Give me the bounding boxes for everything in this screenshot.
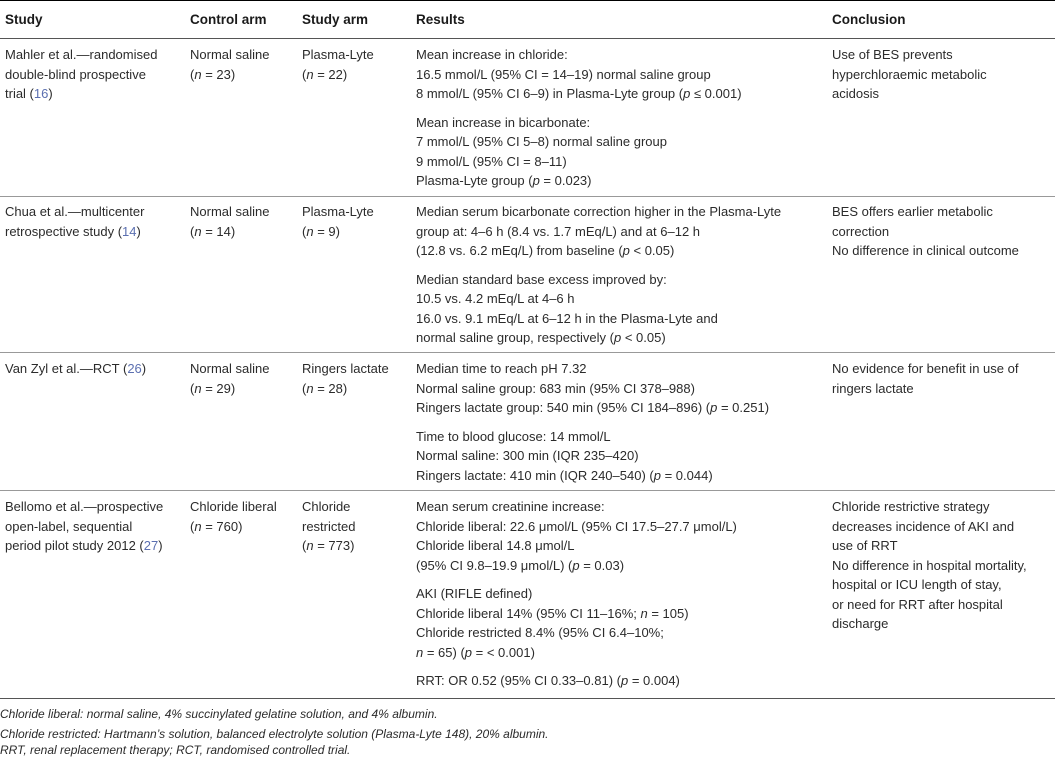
result-line: Mean increase in chloride: xyxy=(416,47,568,62)
control-arm-cell xyxy=(190,45,269,84)
study-line: retrospective study ( xyxy=(5,223,123,239)
study-arm-cell xyxy=(302,359,389,398)
control-n: 14 xyxy=(216,223,231,239)
footnote: RRT, renal replacement therapy; RCT, randomised controlled trial. xyxy=(0,743,351,757)
arm-label: Plasma-Lyte xyxy=(302,47,374,62)
control-label: Chloride liberal xyxy=(190,499,277,514)
n-symbol: n xyxy=(194,223,202,239)
conclusion-line: No evidence for benefit in use of xyxy=(832,361,1019,376)
equals: = xyxy=(201,380,217,396)
arm-n: 9 xyxy=(328,223,336,239)
conclusion-cell xyxy=(832,497,1027,634)
n-symbol: n xyxy=(416,644,424,660)
p-value: < 0.05) xyxy=(629,243,675,258)
row-divider xyxy=(0,490,1055,491)
result-line: Median time to reach pH 7.32 xyxy=(416,361,587,376)
results-cell xyxy=(416,45,742,191)
arm-n: 773 xyxy=(328,538,351,553)
result-line: Chloride liberal 14.8 μmol/L xyxy=(416,538,575,553)
result-line: 8 mmol/L (95% CI 6–9) in Plasma-Lyte group ( xyxy=(416,86,684,101)
study-line: Van Zyl et al.—RCT ( xyxy=(5,361,128,376)
p-value: = 0.044) xyxy=(660,467,713,483)
paren: ( xyxy=(190,518,195,534)
equals: = xyxy=(313,66,329,82)
paren: ) xyxy=(141,361,147,376)
paren: ( xyxy=(190,66,195,82)
result-line: Ringers lactate: 410 min (IQR 240–540) ( xyxy=(416,467,654,483)
study-arm-cell xyxy=(302,202,374,241)
conclusion-cell xyxy=(832,359,1018,398)
control-n: 29 xyxy=(216,380,231,396)
n-symbol: n xyxy=(194,380,202,396)
header-rule xyxy=(0,38,1055,39)
table-row xyxy=(5,202,144,241)
top-rule xyxy=(0,0,1055,1)
conclusion-line: use of RRT xyxy=(832,538,898,553)
study-line: double-blind prospective xyxy=(5,66,146,82)
p-value: = 0.251) xyxy=(717,400,770,415)
control-arm-cell xyxy=(190,359,269,398)
p-value: = 0.004) xyxy=(628,673,680,688)
result-line: Chloride restricted 8.4% (95% CI 6.4–10%; xyxy=(416,625,664,640)
n-value: = 105) xyxy=(647,605,689,621)
paren: ) xyxy=(230,223,236,239)
conclusion-line: hyperchloraemic metabolic xyxy=(832,66,987,82)
n-symbol: n xyxy=(194,518,202,534)
n-symbol: n xyxy=(306,223,314,239)
paren: ) xyxy=(238,518,243,534)
study-line: Chua et al.—multicenter xyxy=(5,204,145,219)
equals: = xyxy=(313,380,329,396)
control-n: 760 xyxy=(216,518,239,534)
row-divider xyxy=(0,352,1055,353)
table-row xyxy=(5,45,157,104)
study-line: trial ( xyxy=(5,86,34,101)
p-symbol: p xyxy=(613,330,622,345)
control-label: Normal saline xyxy=(190,361,270,376)
result-line: RRT: OR 0.52 (95% CI 0.33–0.81) ( xyxy=(416,673,621,688)
arm-label: Plasma-Lyte xyxy=(302,204,374,219)
paren: ) xyxy=(230,66,236,82)
result-line: Median standard base excess improved by: xyxy=(416,271,667,287)
result-line: Plasma-Lyte group ( xyxy=(416,173,533,188)
result-line: Normal saline: 300 min (IQR 235–420) xyxy=(416,448,639,463)
arm-n: 28 xyxy=(328,380,343,396)
n-symbol: n xyxy=(640,605,648,621)
p-value: = < 0.001) xyxy=(472,644,535,660)
result-line: 16.5 mmol/L (95% CI = 14–19) normal saline group xyxy=(416,66,711,82)
conclusion-line: No difference in clinical outcome xyxy=(832,243,1019,258)
n-symbol: n xyxy=(306,538,314,553)
result-line: Chloride liberal 14% (95% CI 11–16%; xyxy=(416,605,641,621)
n-value: = 65) ( xyxy=(423,644,465,660)
footnote: Chloride restricted: Hartmann’s solution, balanced electrolyte solution (Plasma-Lyte 148), 20% albumin. xyxy=(0,727,549,741)
result-line: normal saline group, respectively ( xyxy=(416,330,614,345)
reference-link[interactable]: 27 xyxy=(143,538,159,553)
paren: ) xyxy=(158,538,163,553)
paren: ) xyxy=(342,66,348,82)
equals: = xyxy=(313,538,329,553)
paren: ) xyxy=(136,223,141,239)
p-symbol: p xyxy=(683,86,691,101)
p-value: < 0.05) xyxy=(621,330,666,345)
study-arm-cell xyxy=(302,45,374,84)
conclusion-cell xyxy=(832,45,987,104)
paren: ( xyxy=(190,380,195,396)
result-line: Median serum bicarbonate correction higher in the Plasma-Lyte xyxy=(416,204,782,219)
arm-label: Chloride xyxy=(302,499,351,514)
reference-link[interactable]: 16 xyxy=(33,86,49,101)
study-line: period pilot study 2012 ( xyxy=(5,538,144,553)
result-line: 7 mmol/L (95% CI 5–8) normal saline group xyxy=(416,134,667,149)
p-value: = 0.03) xyxy=(579,557,625,573)
paren: ) xyxy=(350,538,355,553)
result-line: 10.5 vs. 4.2 mEq/L at 4–6 h xyxy=(416,291,575,306)
p-value: ≤ 0.001) xyxy=(690,86,742,101)
paren: ( xyxy=(190,223,195,239)
equals: = xyxy=(201,518,217,534)
p-symbol: p xyxy=(532,173,540,188)
conclusion-line: discharge xyxy=(832,616,889,631)
result-line: Chloride liberal: 22.6 μmol/L (95% CI 17.5–27.7 μmol/L) xyxy=(416,518,737,534)
reference-link[interactable]: 14 xyxy=(122,223,137,239)
result-line: Mean increase in bicarbonate: xyxy=(416,114,591,130)
conclusion-line: or need for RRT after hospital xyxy=(832,596,1003,612)
result-line: AKI (RIFLE defined) xyxy=(416,586,533,601)
result-line: 16.0 vs. 9.1 mEq/L at 6–12 h in the Plasma-Lyte and xyxy=(416,310,718,326)
results-cell xyxy=(416,202,781,348)
result-line: (95% CI 9.8–19.9 μmol/L) ( xyxy=(416,557,573,573)
equals: = xyxy=(313,223,329,239)
arm-n: 22 xyxy=(328,66,343,82)
header-study: Study xyxy=(5,12,43,27)
p-symbol: p xyxy=(464,644,473,660)
result-line: group at: 4–6 h (8.4 vs. 1.7 mEq/L) and at 6–12 h xyxy=(416,223,701,239)
result-line: (12.8 vs. 6.2 mEq/L) from baseline ( xyxy=(416,243,623,258)
equals: = xyxy=(201,223,217,239)
p-symbol: p xyxy=(653,467,661,483)
conclusion-line: ringers lactate xyxy=(832,380,914,396)
p-symbol: p xyxy=(572,557,580,573)
table-row xyxy=(5,497,163,556)
study-line: Mahler et al.—randomised xyxy=(5,47,158,62)
control-label: Normal saline xyxy=(190,204,270,219)
footnote: Chloride liberal: normal saline, 4% succinylated gelatine solution, and 4% albumin. xyxy=(0,707,438,721)
conclusion-line: hospital or ICU length of stay, xyxy=(832,577,1002,592)
paren: ( xyxy=(302,538,307,553)
n-symbol: n xyxy=(194,66,202,82)
paren: ) xyxy=(342,380,348,396)
conclusion-line: decreases incidence of AKI and xyxy=(832,518,1015,534)
control-label: Normal saline xyxy=(190,47,270,62)
row-divider xyxy=(0,196,1055,197)
result-line: Mean serum creatinine increase: xyxy=(416,499,605,514)
header-control-arm: Control arm xyxy=(190,12,267,27)
conclusion-line: No difference in hospital mortality, xyxy=(832,557,1027,573)
paren: ( xyxy=(302,380,307,396)
n-symbol: n xyxy=(306,380,314,396)
study-line: Bellomo et al.—prospective xyxy=(5,499,164,514)
result-line: 9 mmol/L (95% CI = 8–11) xyxy=(416,153,567,169)
conclusion-line: correction xyxy=(832,223,890,239)
conclusion-line: acidosis xyxy=(832,86,879,101)
equals: = xyxy=(201,66,217,82)
result-line: Ringers lactate group: 540 min (95% CI 184–896) ( xyxy=(416,400,711,415)
result-line: Time to blood glucose: 14 mmol/L xyxy=(416,428,611,444)
p-symbol: p xyxy=(710,400,718,415)
paren: ( xyxy=(302,223,307,239)
n-symbol: n xyxy=(306,66,314,82)
arm-label: restricted xyxy=(302,518,356,534)
result-line: Normal saline group: 683 min (95% CI 378–988) xyxy=(416,380,695,396)
paren: ) xyxy=(230,380,236,396)
study-arm-cell xyxy=(302,497,355,556)
conclusion-line: Chloride restrictive strategy xyxy=(832,499,990,514)
table-row xyxy=(5,359,146,379)
conclusion-line: Use of BES prevents xyxy=(832,47,953,62)
header-study-arm: Study arm xyxy=(302,12,369,27)
study-line: open-label, sequential xyxy=(5,518,133,534)
control-n: 23 xyxy=(216,66,231,82)
results-cell xyxy=(416,359,769,485)
paren: ( xyxy=(302,66,307,82)
arm-label: Ringers lactate xyxy=(302,361,389,376)
conclusion-cell xyxy=(832,202,1019,261)
bottom-rule xyxy=(0,698,1055,699)
reference-link[interactable]: 26 xyxy=(127,361,142,376)
header-results: Results xyxy=(416,12,465,27)
conclusion-line: BES offers earlier metabolic xyxy=(832,204,993,219)
control-arm-cell xyxy=(190,202,269,241)
paren: ) xyxy=(335,223,340,239)
p-value: = 0.023) xyxy=(539,173,592,188)
header-conclusion: Conclusion xyxy=(832,12,906,27)
p-symbol: p xyxy=(622,243,630,258)
paren: ) xyxy=(48,86,53,101)
p-symbol: p xyxy=(620,673,629,688)
control-arm-cell xyxy=(190,497,277,536)
results-cell xyxy=(416,497,737,691)
